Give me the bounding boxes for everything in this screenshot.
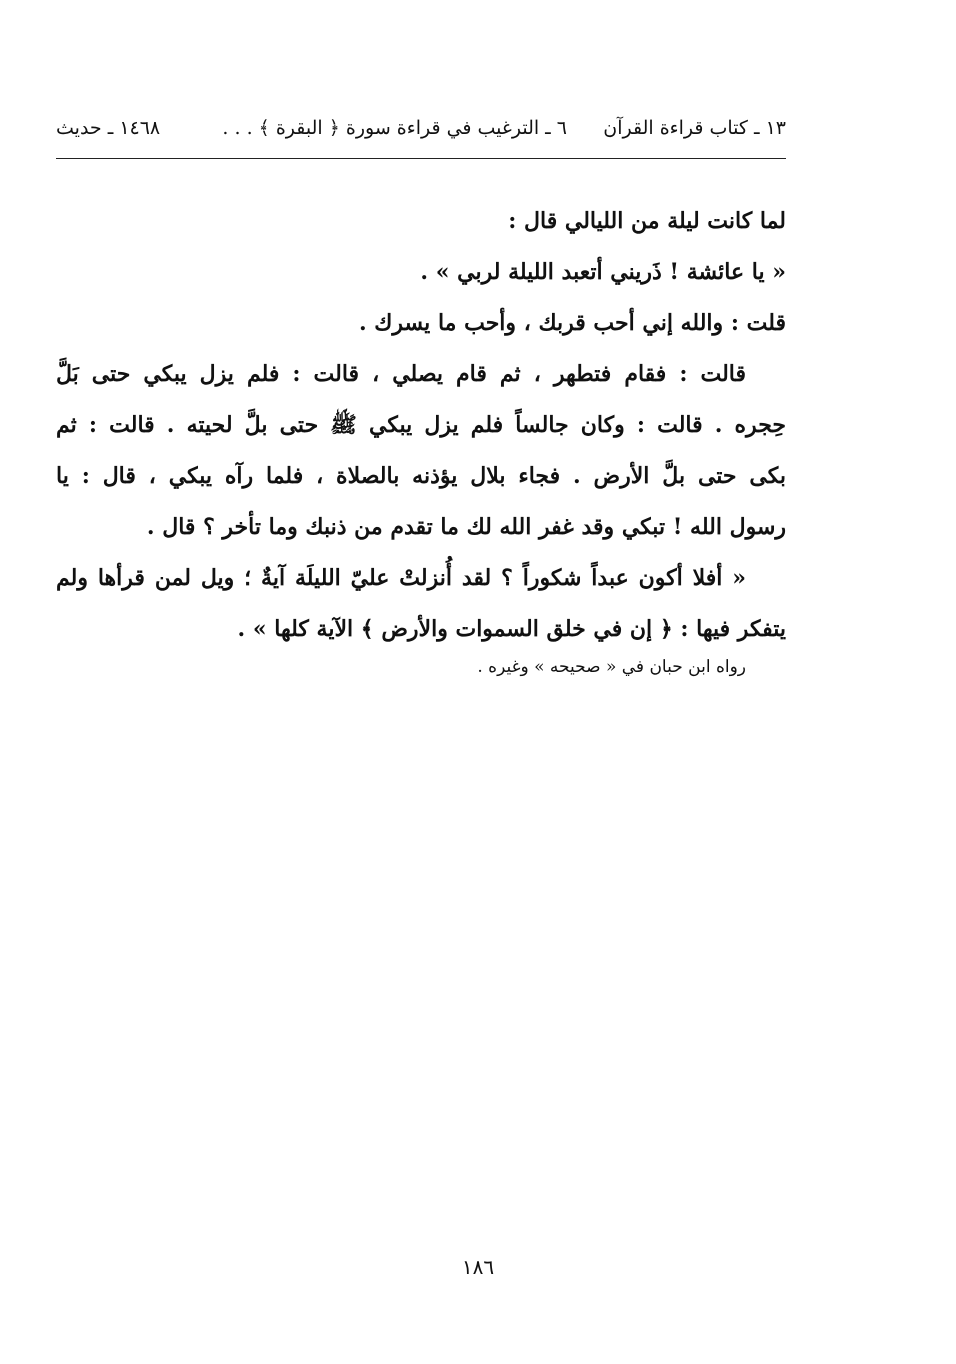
header-divider [56,158,786,159]
source-attribution: رواه ابن حبان في « صحيحه » وغيره . [477,657,746,677]
page-number: ١٨٦ [461,1255,495,1279]
header-section-title: ٦ ـ الترغيب في قراءة سورة ﴿ البقرة ﴾ . . . [222,117,568,139]
text-line: بكى حتى بلَّ الأرض . فجاء بلال يؤذنه بالصلاة ، فلما رآه يبكي ، قال : يا [56,463,786,489]
text-line: رسول الله ! تبكي وقد غفر الله لك ما تقدم من ذنبك وما تأخر ؟ قال . [146,514,786,540]
header-hadith-number: ١٤٦٨ ـ حديث [56,117,161,139]
text-line: « أفلا أكون عبداً شكوراً ؟ لقد أُنزلتْ عليّ الليلَة آيةٌ ؛ ويل لمن قرأها ولم [56,565,746,591]
text-line: حِجره . قالت : وكان جالساً فلم يزل يبكي ﷺ حتى بلَّ لحيته . قالت : ثم [56,412,786,438]
text-line: « يا عائشة ! ذَريني أتعبد الليلة لربي » . [420,259,786,285]
running-header [56,112,786,144]
text-line: قالت : فقام فتطهر ، ثم قام يصلي ، قالت : فلم يزل يبكي حتى بَلَّ [56,361,746,387]
hadith-text [56,196,786,655]
text-line: قلت : والله إني أحب قربك ، وأحب ما يسرك . [358,310,786,336]
text-line: لما كانت ليلة من الليالي قال : [508,208,786,234]
header-chapter-title: ١٣ ـ كتاب قراءة القرآن [603,117,786,139]
header-chapter-section [222,112,786,144]
text-line: يتفكر فيها : ﴿ إن في خلق السموات والأرض ﴾ الآية كلها » . [237,616,786,642]
